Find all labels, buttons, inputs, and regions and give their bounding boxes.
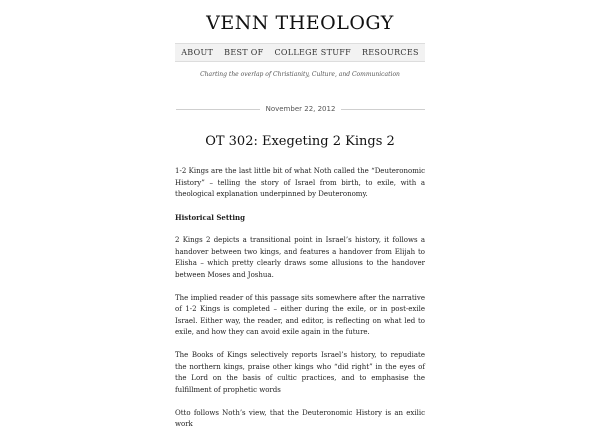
post-date-row (176, 104, 425, 114)
main-nav (175, 43, 425, 62)
post-title[interactable]: OT 302: Exegeting 2 Kings 2 (205, 134, 395, 149)
nav-item-about[interactable]: ABOUT (181, 48, 214, 57)
nav-item-college-stuff[interactable]: COLLEGE STUFF (274, 48, 351, 57)
paragraph-books-of-kings: The Books of Kings selectively reports Israel’s history, to repudiate the northern kings, praise other kings who “did right” in the eyes of the Lord on the basis of cultic practices, and to emphasise the fulfillment of prophetic words (175, 351, 425, 394)
date-divider-left (176, 109, 260, 110)
paragraph-implied-reader: The implied reader of this passage sits somewhere after the narrative of 1-2 Kings is completed – either during the exile, or in post-exile Israel. Either way, the reader, and editor, is reflecting on what led to exile, and how they can avoid exile again in the future. (175, 293, 425, 336)
section-heading-historical-setting: Historical Setting (175, 213, 245, 222)
post-date[interactable]: November 22, 2012 (265, 105, 336, 113)
nav-item-resources[interactable]: RESOURCES (361, 48, 419, 57)
date-divider-right (341, 109, 425, 110)
post-content (175, 166, 425, 442)
nav-item-best-of[interactable]: BEST OF (224, 48, 264, 57)
paragraph-otto: Otto follows Noth’s view, that the Deuteronomic History is an exilic work (175, 408, 425, 428)
paragraph-transition: 2 Kings 2 depicts a transitional point in Israel’s history, it follows a handover between two kings, and features a handover from Elijah to Elisha – which pretty clearly draws some allusions to the handover between Moses and Joshua. (175, 236, 425, 279)
paragraph-intro: 1-2 Kings are the last little bit of what Noth called the “Deuteronomic History” – telling the story of Israel from birth, to exile, with a theological explanation underpinned by Deuteronomy. (175, 167, 425, 198)
site-tagline: Charting the overlap of Christianity, Culture, and Communication (200, 71, 400, 78)
site-title[interactable]: VENN THEOLOGY (206, 12, 394, 34)
